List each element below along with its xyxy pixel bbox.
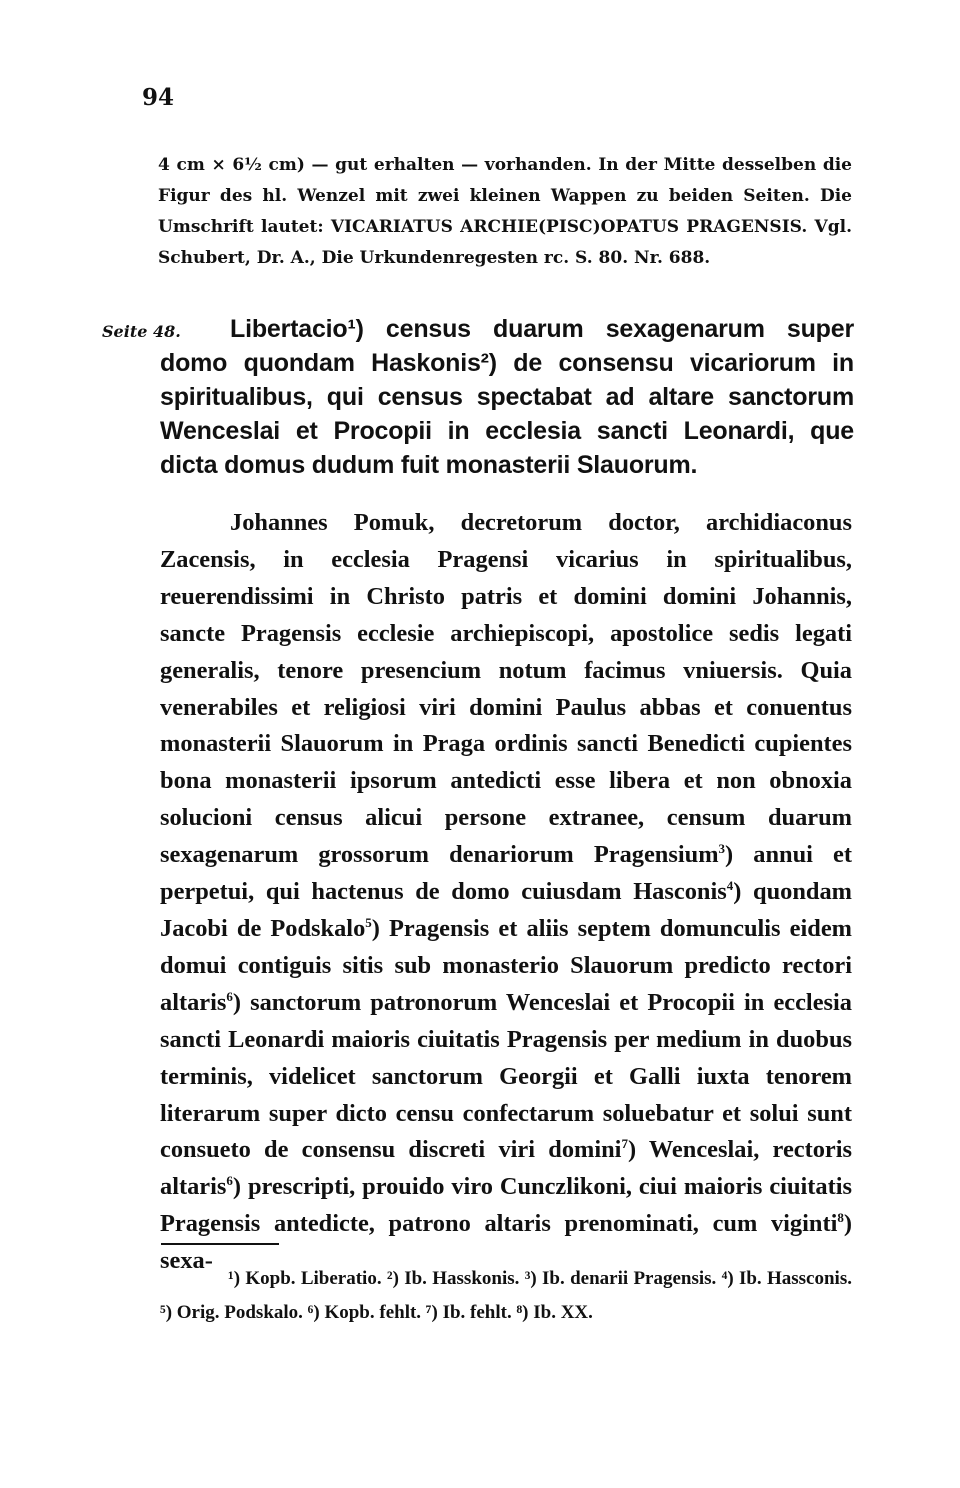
body-text-segment: ) quondam Jacobi de Podskalo: [160, 878, 852, 942]
body-text-segment: ) sanctorum patronorum Wenceslai et Procopii in ecclesia sancti Leonardi maioris ciuitatis Pragensis per medium in duobus terminis, videlicet sanctorum Georgii et Galli iuxta tenorem literarum super dicto censu confectarum soluebatur et solui sunt consueto de consensu discreti viri domini: [160, 988, 852, 1164]
footnote-marker: 5: [365, 914, 372, 930]
footnote-marker: 6: [226, 988, 233, 1004]
page-number: 94: [142, 84, 175, 111]
footnote-separator: [161, 1243, 279, 1245]
footnote-marker: 7: [621, 1136, 628, 1152]
seal-description-note: 4 cm × 6½ cm) — gut erhalten — vorhanden. In der Mitte desselben die Figur des hl. Wenzel mit zwei kleinen Wappen zu beiden Seiten. Die Umschrift lautet: VICARIATUS ARCHIE(PISC)OPATUS PRAGENSIS. Vgl. Schubert, Dr. A., Die Urkundenregesten rc. S. 80. Nr. 688.: [158, 155, 852, 268]
body-text-segment: ) prescripti, prouido viro Cunczlikoni, ciui maioris ciuitatis Pragensis antedicte, patrono altaris prenominati, cum viginti: [160, 1173, 852, 1238]
regest-heading: Libertacio¹) census duarum sexagenarum super domo quondam Haskonis²) de consensu vicariorum in spiritualibus, qui census spectabat ad altare sanctorum Wenceslai et Procopii in ecclesia sancti Leonardi, que dicta domus dudum fuit monasterii Slauorum.: [160, 315, 854, 479]
footnote-marker: 6: [226, 1173, 233, 1189]
body-text-segment: ) annui et perpetui, qui hactenus de domo cuiusdam Hasconis: [160, 841, 853, 906]
body-text-segment: ) sexa-: [160, 1210, 852, 1275]
footnote-marker: 8: [837, 1210, 844, 1226]
footnote-marker: 4: [726, 877, 734, 893]
charter-body-text: [160, 505, 852, 1280]
body-text-segment: ) Wenceslai, rectoris altaris: [160, 1136, 853, 1201]
body-text-segment: ) Pragensis et aliis septem domunculis eidem domui contiguis sitis sub monasterio Slauorum predicto rectori altaris: [160, 914, 852, 1016]
footnote-marker: 3: [718, 841, 726, 857]
body-text-segment: Johannes Pomuk, decretorum doctor, archidiaconus Zacensis, in ecclesia Pragensi vicarius in spiritualibus, reuerendissimi in Christo patris et domini domini Johannis, sancte Pragensis ecclesie archiepiscopi, apostolice sedis legati generalis, tenore presencium notum facimus vniuersis. Quia venerabiles et religiosi viri domini Paulus abbas et conuentus monasterii Slauorum in Praga ordinis sancti Benedicti cupientes bona monasterii ipsorum antedicti esse libera et non obnoxia solucioni census alicui persone extranee, censum duarum sexagenarum grossorum denariorum Pragensium: [160, 509, 852, 869]
margin-page-reference: Seite 48.: [102, 322, 181, 341]
footnotes: ¹) Kopb. Liberatio. ²) Ib. Hasskonis. ³) Ib. denarii Pragensis. ⁴) Ib. Hassconis. ⁵) Orig. Podskalo. ⁶) Kopb. fehlt. ⁷) Ib. fehlt. ⁸) Ib. XX.: [160, 1268, 852, 1323]
